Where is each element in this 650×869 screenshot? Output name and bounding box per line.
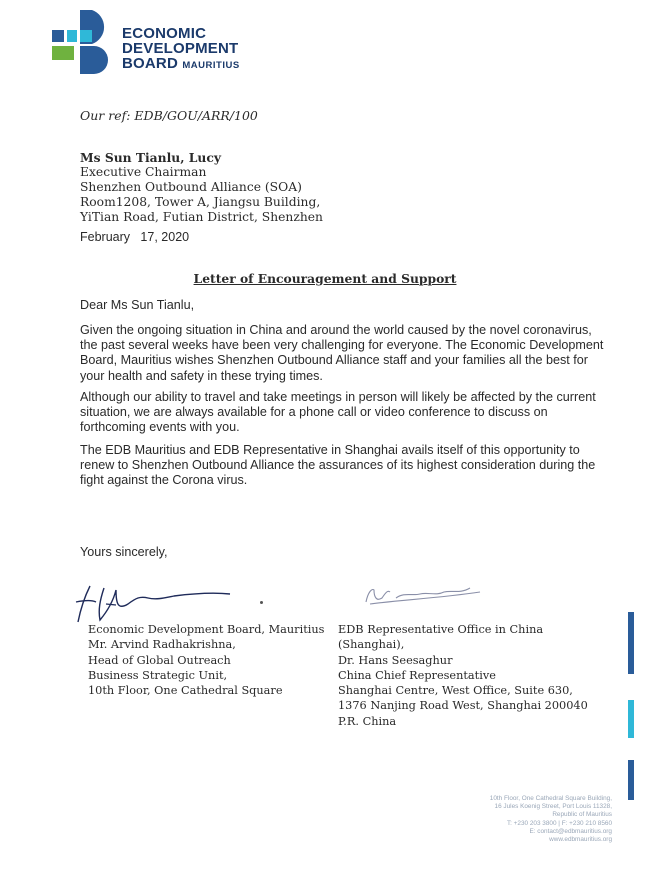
footer-address <box>490 795 612 844</box>
signatory-right-line: China Chief Representative <box>338 668 496 682</box>
signatory-left <box>88 622 324 698</box>
signature-dot <box>260 601 263 604</box>
footer-line: 10th Floor, One Cathedral Square Building, <box>489 795 612 802</box>
logo-line-1: ECONOMIC <box>122 25 207 42</box>
logo-line-2: DEVELOPMENT <box>122 40 239 57</box>
recipient-address <box>80 150 323 225</box>
letter-subject: Letter of Encouragement and Support <box>193 271 457 286</box>
signatory-right-line: Dr. Hans Seesaghur <box>338 653 453 667</box>
paragraph-3: The EDB Mauritius and EDB Representative in Shanghai avails itself of this opportunity to renew to Shenzhen Outbound Alliance the assurances of its highest consideration during the fight against the Corona virus. <box>80 443 596 488</box>
signature-left <box>70 578 250 626</box>
signatory-right-line: P.R. China <box>338 714 397 728</box>
footer-line: 16 Jules Koenig Street, Port Louis 11328, <box>494 803 612 811</box>
footer-line: E: contact@edbmauritius.org <box>529 827 612 835</box>
edb-logo-wordmark <box>122 26 240 73</box>
signatory-right-line: EDB Representative Office in China (Shanghai), <box>338 623 544 652</box>
reference-number: Our ref: EDB/GOU/ARR/100 <box>80 108 258 123</box>
signatory-left-line: Head of Global Outreach <box>88 653 231 667</box>
signatory-left-line: 10th Floor, One Cathedral Square <box>88 684 283 698</box>
closing: Yours sincerely, <box>80 545 168 559</box>
footer-line: Republic of Mauritius <box>552 811 612 819</box>
recipient-line: Room1208, Tower A, Jiangsu Building, <box>80 195 321 209</box>
decor-bar-light <box>628 700 634 738</box>
decor-bar-dark <box>628 760 634 800</box>
paragraph-1: Given the ongoing situation in China and around the world caused by the novel coronavirus, the past several weeks have been very challenging for everyone. The Economic Development Board, Mauritius wishes Shenzhen Outbound Alliance staff and your families all the best for your health and safety in these trying times. <box>80 323 604 383</box>
salutation: Dear Ms Sun Tianlu, <box>80 298 195 312</box>
edb-logo <box>52 10 252 74</box>
footer-line: T: +230 203 3800 | F: +230 210 8560 <box>506 819 612 827</box>
recipient-line: Executive Chairman <box>80 165 207 179</box>
signature-right <box>360 582 500 612</box>
signatory-right <box>338 622 588 729</box>
logo-mauritius: MAURITIUS <box>182 60 240 71</box>
edb-logo-mark <box>52 10 110 74</box>
recipient-line: YiTian Road, Futian District, Shenzhen <box>80 210 323 224</box>
footer-line: www.edbmauritius.org <box>549 836 612 844</box>
paragraph-2: Although our ability to travel and take meetings in person will likely be affected by the current situation, we are always available for a phone call or video conference to discuss on forthcoming events with you. <box>80 390 596 435</box>
signatory-left-line: Business Strategic Unit, <box>88 668 228 682</box>
signatory-left-line: Mr. Arvind Radhakrishna, <box>88 638 236 652</box>
recipient-name: Ms Sun Tianlu, Lucy <box>80 150 221 165</box>
logo-board: BOARD <box>122 55 178 72</box>
signatory-left-line: Economic Development Board, Mauritius <box>88 623 325 636</box>
decor-bar-dark <box>628 612 634 674</box>
signatory-right-line: Shanghai Centre, West Office, Suite 630, <box>338 684 573 698</box>
recipient-line: Shenzhen Outbound Alliance (SOA) <box>80 180 302 194</box>
signatory-right-line: 1376 Nanjing Road West, Shanghai 200040 <box>338 699 588 713</box>
logo-line-3 <box>122 56 240 73</box>
letter-date: February 17, 2020 <box>80 230 190 244</box>
